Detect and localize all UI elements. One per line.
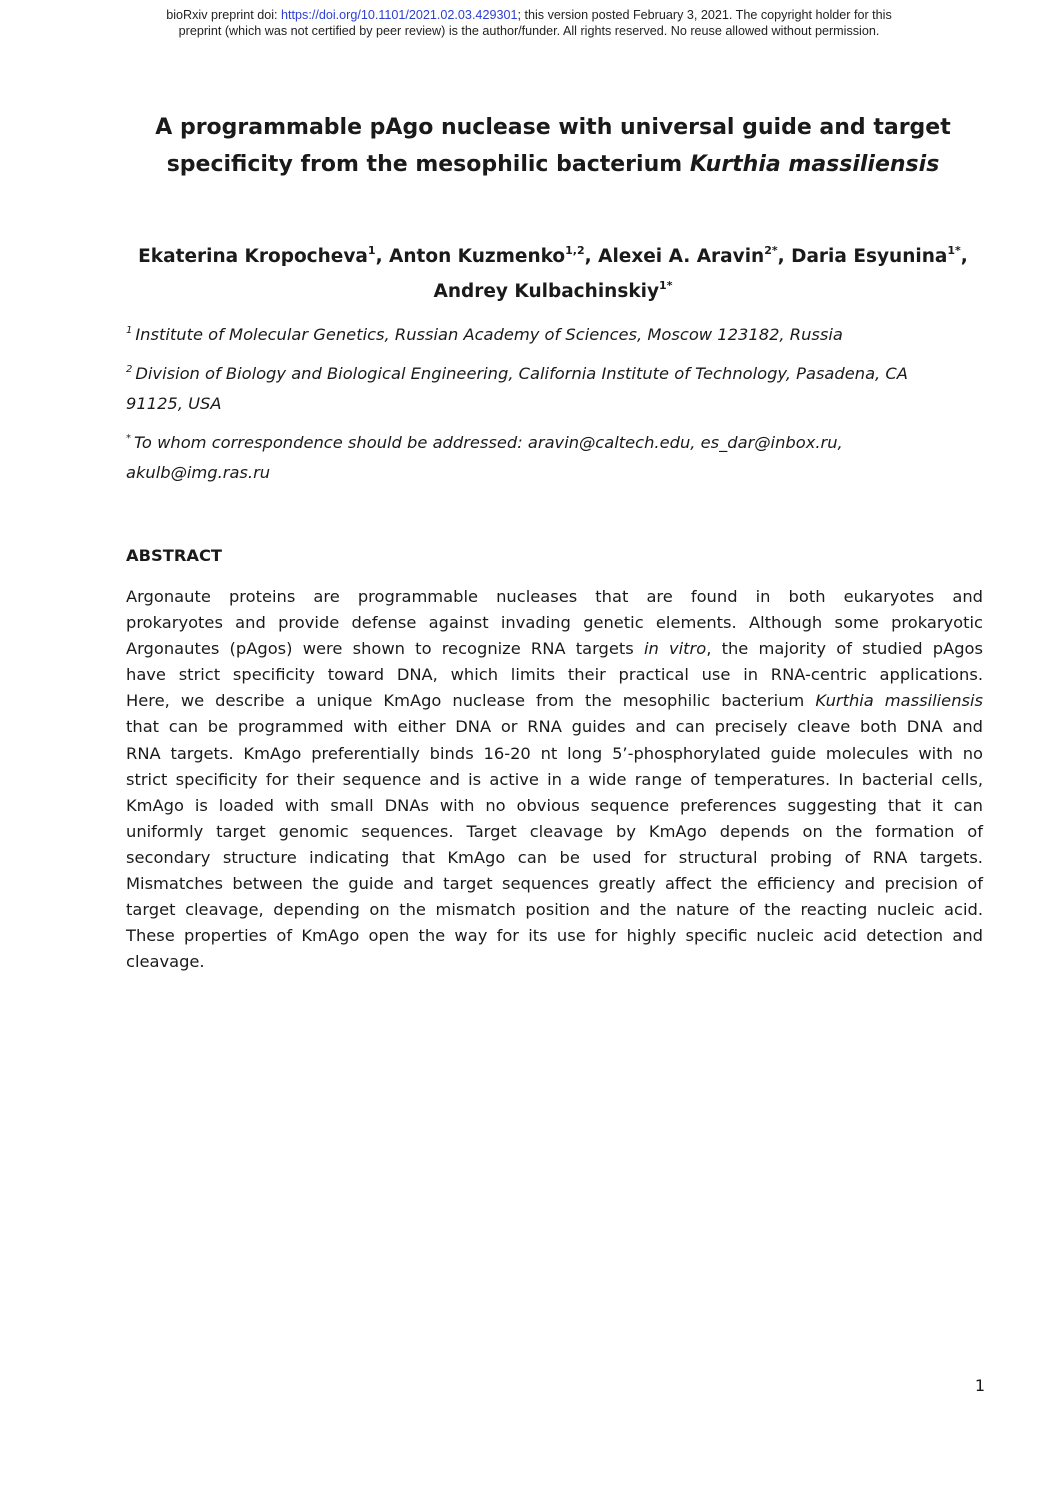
paper-title: [100, 109, 1006, 183]
author-line-1: Ekaterina Kropocheva$^1$, Anton Kuzmenko$^{1,2}$, Alexei A. Aravin$^{2*}$, Daria Esyunina$^{1*}$,: [138, 244, 968, 267]
abstract-line: Argonaute proteins are programmable nucleases that are found in both eukaryotes and: [126, 587, 983, 606]
correspondence-text: To whom correspondence should be addressed: aravin@caltech.edu, es_dar@inbox.ru,: [134, 433, 843, 452]
abstract-line: that can be programmed with either DNA or RNA guides and can precisely cleave both DNA and: [126, 717, 983, 737]
abstract-italic-term: in vitro: [643, 639, 707, 659]
abstract-line: Argonautes (pAgos) were shown to recognize RNA targets in vitro, the majority of studied pAgos: [126, 639, 983, 659]
affiliation-line: [126, 359, 986, 389]
author-affiliation-mark: 1*: [659, 279, 673, 292]
author-list: [80, 239, 1026, 309]
correspondence-line: akulb@img.ras.ru: [126, 463, 271, 482]
abstract-line: have strict specificity toward DNA, which limits their practical use in RNA-centric applications.: [126, 665, 983, 685]
banner-copyright-text: ; this version posted February 3, 2021. The copyright holder for this: [517, 8, 892, 22]
title-line-1: A programmable pAgo nuclease with universal guide and target: [155, 115, 951, 140]
abstract-line: strict specificity for their sequence and is active in a wide range of temperatures. In bacterial cells,: [126, 769, 983, 789]
abstract-line: uniformly target genomic sequences. Target cleavage by KmAgo depends on the formation of: [126, 821, 983, 841]
abstract-body: [126, 584, 983, 975]
banner-line-1: [0, 7, 1058, 23]
affiliation-1: [126, 320, 986, 350]
title-line-2-text: specificity from the mesophilic bacterium: [166, 152, 690, 177]
abstract-line: cleavage.: [126, 952, 205, 972]
affiliation-mark: 2: [126, 364, 133, 375]
banner-doi-prefix: bioRxiv preprint doi:: [166, 8, 282, 22]
affiliation-line: [126, 320, 986, 350]
preprint-banner: [0, 7, 1058, 39]
affiliation-mark: 1: [126, 325, 133, 336]
author-name: Alexei A. Aravin: [598, 246, 765, 267]
affiliation-line: 91125, USA: [126, 394, 222, 413]
abstract-line: Here, we describe a unique KmAgo nuclease from the mesophilic bacterium Kurthia massiliensis: [126, 691, 984, 711]
author-name: Daria Esyunina: [791, 246, 948, 267]
doi-link[interactable]: https://doi.org/10.1101/2021.02.03.429301: [281, 8, 518, 22]
author-affiliation-mark: 2*: [764, 244, 778, 257]
author-line-2: [80, 274, 1026, 309]
abstract-line: prokaryotes and provide defense against invading genetic elements. Although some prokaryotic: [126, 613, 983, 633]
abstract-heading: ABSTRACT: [126, 546, 223, 565]
abstract-line: Mismatches between the guide and target sequences greatly affect the efficiency and precision of: [126, 874, 983, 894]
correspondence-line: [126, 428, 986, 458]
page-number: 1: [974, 1376, 985, 1395]
author-affiliation-mark: 1,2: [565, 244, 585, 257]
correspondence-mark: *: [126, 433, 131, 444]
affiliations: [126, 320, 986, 497]
author-affiliation-mark: 1*: [947, 244, 961, 257]
abstract-line: target cleavage, depending on the mismatch position and the nature of the reacting nucleic acid.: [126, 900, 983, 920]
author-name: Andrey Kulbachinskiy: [433, 281, 660, 302]
title-species-name: Kurthia massiliensis: [689, 152, 940, 177]
abstract-line: These properties of KmAgo open the way for its use for highly specific nucleic acid detection and: [126, 926, 983, 946]
abstract-line: secondary structure indicating that KmAgo can be used for structural probing of RNA targets.: [126, 847, 983, 867]
affiliation-text: Institute of Molecular Genetics, Russian Academy of Sciences, Moscow 123182, Russia: [135, 325, 843, 344]
abstract-line: KmAgo is loaded with small DNAs with no obvious sequence preferences suggesting that it can: [126, 795, 983, 815]
author-name: Ekaterina Kropocheva: [138, 246, 368, 267]
author-affiliation-mark: 1: [367, 244, 376, 257]
affiliation-2: [126, 359, 986, 419]
correspondence: [126, 428, 986, 488]
author-name: Anton Kuzmenko: [389, 246, 566, 267]
abstract-line: RNA targets. KmAgo preferentially binds 16-20 nt long 5’-phosphorylated guide molecules with no: [126, 743, 983, 763]
title-line-2: [100, 146, 1006, 183]
abstract-italic-term: Kurthia massiliensis: [815, 691, 984, 711]
affiliation-text: Division of Biology and Biological Engineering, California Institute of Technology, Pasadena, CA: [135, 364, 908, 383]
banner-line-2: preprint (which was not certified by peer review) is the author/funder. All rights reserved. No reuse allowed without permission.: [178, 24, 880, 38]
